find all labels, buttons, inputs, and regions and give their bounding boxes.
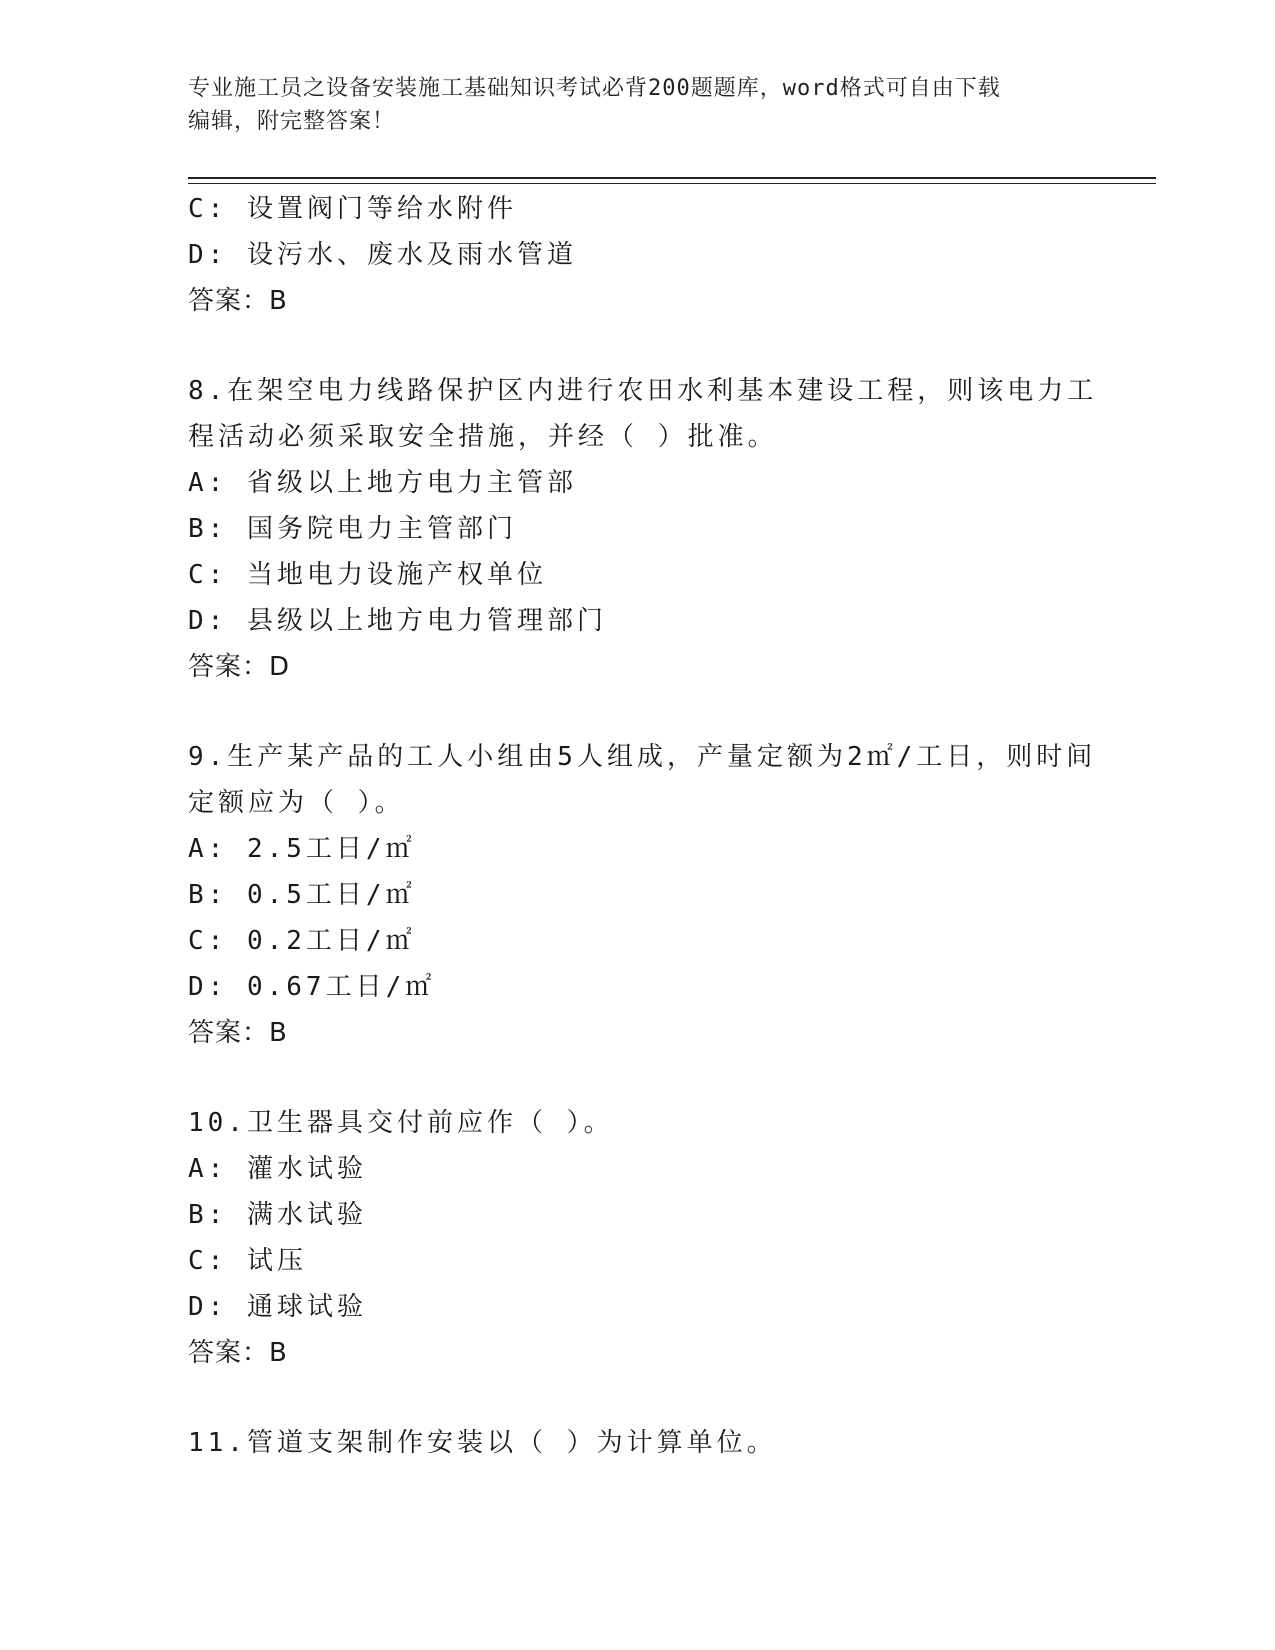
option-c: C: 当地电力设施产权单位 — [188, 560, 547, 590]
question-stem: 10.卫生器具交付前应作（ ）。 — [188, 1108, 614, 1138]
header-line-2: 编辑，附完整答案！ — [188, 109, 396, 134]
question-stem: 程活动必须采取安全措施，并经（ ）批准。 — [188, 422, 778, 452]
answer-line: 答案：B — [188, 1338, 288, 1368]
header-line-1: 专业施工员之设备安装施工基础知识考试必背200题题库，word格式可自由下载 — [188, 76, 1001, 101]
option-a: A: 省级以上地方电力主管部 — [188, 468, 577, 498]
document-header — [188, 72, 1088, 138]
answer-line: 答案：B — [188, 286, 288, 316]
spacer — [188, 1056, 1148, 1100]
spacer — [188, 690, 1148, 734]
option-a: A: 灌水试验 — [188, 1154, 367, 1184]
question-stem: 8.在架空电力线路保护区内进行农田水利基本建设工程，则该电力工 — [188, 376, 1098, 406]
option-d: D: 县级以上地方电力管理部门 — [188, 606, 607, 636]
spacer — [188, 1376, 1148, 1420]
question-stem: 9.生产某产品的工人小组由5人组成，产量定额为2㎡/工日，则时间 — [188, 742, 1097, 772]
option-b: B: 0.5工日/㎡ — [188, 880, 416, 910]
option-b: B: 国务院电力主管部门 — [188, 514, 517, 544]
option-c: C: 试压 — [188, 1246, 307, 1276]
answer-line: 答案：B — [188, 1018, 288, 1048]
question-8 — [188, 368, 1148, 690]
answer-line: 答案：D — [188, 652, 291, 682]
question-9 — [188, 734, 1148, 1056]
option-b: B: 满水试验 — [188, 1200, 367, 1230]
option-d: D: 0.67工日/㎡ — [188, 972, 436, 1002]
question-stem: 定额应为（ ）。 — [188, 788, 405, 818]
question-stem: 11.管道支架制作安装以（ ）为计算单位。 — [188, 1428, 777, 1458]
header-rule-thick — [188, 177, 1156, 179]
option-c: C: 设置阀门等给水附件 — [188, 194, 517, 224]
option-c: C: 0.2工日/㎡ — [188, 926, 416, 956]
document-body — [188, 186, 1148, 1466]
question-10 — [188, 1100, 1148, 1376]
spacer — [188, 324, 1148, 368]
option-a: A: 2.5工日/㎡ — [188, 834, 416, 864]
option-d: D: 通球试验 — [188, 1292, 367, 1322]
question-7-continued — [188, 186, 1148, 324]
question-11 — [188, 1420, 1148, 1466]
option-d: D: 设污水、废水及雨水管道 — [188, 240, 577, 270]
header-rule-thin — [188, 183, 1156, 184]
